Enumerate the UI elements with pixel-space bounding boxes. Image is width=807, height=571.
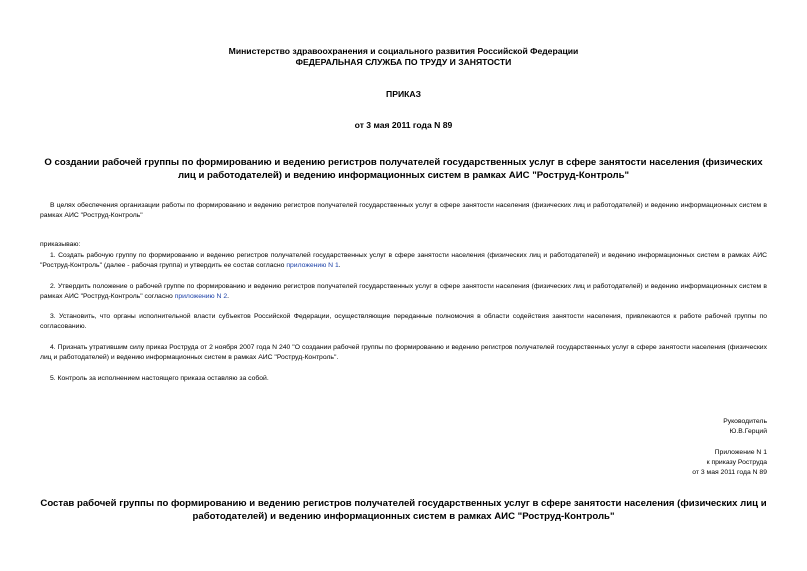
appendix-ref-line-3: от 3 мая 2011 года N 89 [692,469,767,476]
order-item-2-end: . [227,293,230,300]
signature-name: Ю.В.Герций [729,428,767,435]
order-item-1-text: 1. Создать рабочую группу по формированию и ведению регистров получателей государственных услуг в сфере занятости населения (физических лиц и работодателей) и ведению информационных систем в рамках АИС "Роструд-Контроль" (далее - рабочая группа) и утвердить ее состав согласно [40,252,767,269]
appendix-ref-line-1: Приложение N 1 [714,449,767,456]
appendix-ref-line-2: к приказу Роструда [706,459,767,466]
ministry-name: Министерство здравоохранения и социального развития Российской Федерации [228,46,579,56]
order-item-1-end: . [338,262,341,269]
appendix-title: Состав рабочей группы по формированию и ведению регистров получателей государственных услуг в сфере занятости населения (физических лиц и работодателей) и ведению информационных систем в рамках АИС "Роструд-Контроль" [40,498,767,522]
order-item-2-text: 2. Утвердить положение о рабочей группе по формированию и ведению регистров получателей государственных услуг в сфере занятости населения (физических лиц и работодателей) и ведению информационных систем в рамках АИС "Роструд-Контроль" согласно [40,283,767,300]
service-name: ФЕДЕРАЛЬНАЯ СЛУЖБА ПО ТРУДУ И ЗАНЯТОСТИ [295,57,512,67]
order-item-3: 3. Установить, что органы исполнительной власти субъектов Российской Федерации, осуществляющие переданные полномочия в области содействия занятости населения, привлекаются к работе рабочей группы по согласованию. [40,313,767,330]
signature-position: Руководитель [723,418,767,425]
appendix-2-link[interactable]: приложению N 2 [174,293,228,300]
order-word: приказываю: [40,241,81,248]
document-title: О создании рабочей группы по формированию и ведению регистров получателей государственных услуг в сфере занятости населения (физических лиц и работодателей) и ведению информационных систем в рамках АИС "Роструд-Контроль" [44,157,763,181]
document-type: ПРИКАЗ [386,89,421,99]
order-item-1 [40,251,767,271]
preamble: В целях обеспечения организации работы по формированию и ведению регистров получателей государственных услуг в сфере занятости населения (физических лиц и работодателей) и ведению информационных систем в рамках АИС "Роструд-Контроль" [40,202,767,219]
order-item-2 [40,282,767,302]
order-item-4: 4. Признать утратившим силу приказ Роструда от 2 ноября 2007 года N 240 "О создании рабочей группы по формированию и ведению регистров получателей государственных услуг в сфере занятости населения (физических лиц и работодателей) и ведению информационных систем в рамках АИС "Роструд-Контроль". [40,344,767,361]
document-date-number: от 3 мая 2011 года N 89 [354,120,453,130]
order-item-5: 5. Контроль за исполнением настоящего приказа оставляю за собой. [50,375,269,382]
appendix-1-link[interactable]: приложению N 1 [286,262,339,269]
